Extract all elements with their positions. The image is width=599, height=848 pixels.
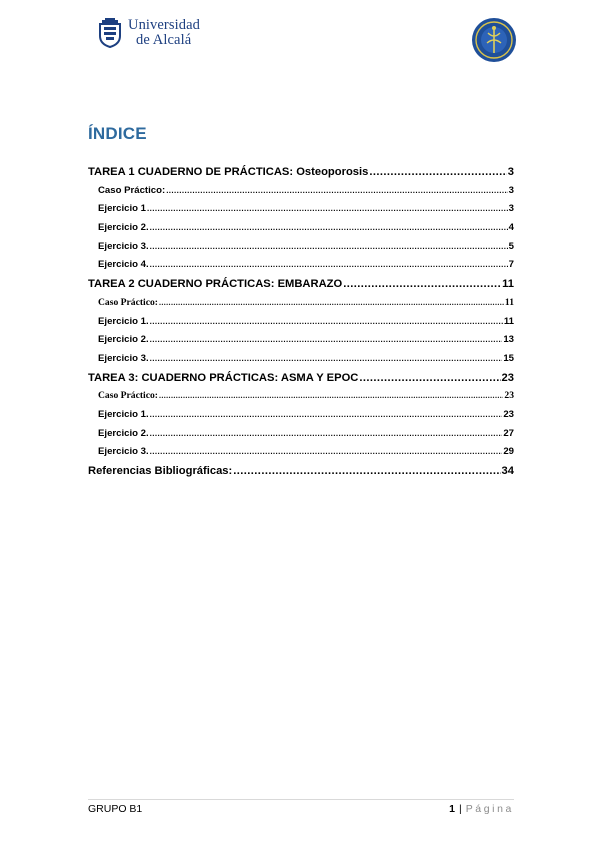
page-footer (88, 799, 514, 815)
toc-entry-page: 23 (501, 371, 514, 384)
toc-entry-page: 4 (508, 222, 514, 234)
toc-entry-label: Ejercicio 1. (98, 408, 149, 420)
toc-entry-page: 11 (502, 278, 514, 291)
toc-entry-page: 3 (508, 184, 514, 196)
toc-entry-page: 23 (504, 390, 514, 402)
toc-section-entry[interactable] (88, 372, 514, 391)
footer-page-number: 1 (449, 803, 455, 815)
table-of-contents (88, 166, 514, 484)
toc-entry-page: 13 (503, 334, 514, 346)
footer-group-label: GRUPO B1 (88, 803, 143, 815)
toc-entry-label: TAREA 1 CUADERNO DE PRÁCTICAS: Osteoporosis (88, 166, 369, 178)
toc-entry-label: Ejercicio 1. (98, 315, 149, 327)
toc-subsection-entry[interactable] (88, 222, 514, 241)
toc-entry-label: Caso Práctico: (98, 184, 166, 196)
toc-dot-leader (150, 260, 508, 269)
toc-subsection-entry[interactable] (88, 185, 514, 204)
toc-dot-leader (150, 223, 508, 232)
toc-dot-leader (166, 186, 507, 195)
toc-dot-leader (147, 204, 508, 213)
toc-subsection-entry[interactable] (88, 353, 514, 372)
toc-entry-label: Ejercicio 2. (98, 334, 149, 346)
toc-dot-leader (369, 166, 506, 178)
toc-subsection-entry[interactable] (88, 428, 514, 447)
toc-dot-leader (233, 465, 500, 477)
footer-page-indicator (449, 803, 514, 815)
toc-entry-label: Ejercicio 2. (98, 427, 149, 439)
toc-dot-leader (150, 317, 503, 326)
toc-entry-page: 15 (503, 352, 514, 364)
toc-dot-leader (343, 278, 501, 290)
toc-dot-leader (159, 298, 504, 307)
toc-entry-page: 27 (503, 427, 514, 439)
toc-dot-leader (150, 410, 503, 419)
university-logo (97, 18, 200, 48)
toc-entry-page: 34 (501, 465, 514, 477)
university-line1: Universidad (128, 17, 200, 33)
toc-subsection-entry[interactable] (88, 409, 514, 428)
footer-separator: | (458, 803, 462, 815)
toc-entry-page: 11 (503, 315, 514, 327)
toc-dot-leader (150, 242, 508, 251)
toc-entry-page: 29 (503, 446, 514, 458)
toc-entry-page: 5 (508, 240, 514, 252)
toc-entry-label: Referencias Bibliográficas: (88, 465, 233, 477)
toc-entry-label: Ejercicio 3. (98, 352, 149, 364)
toc-subsection-entry[interactable] (88, 241, 514, 260)
footer-page-label: Página (465, 803, 514, 815)
toc-section-entry[interactable] (88, 465, 514, 484)
toc-entry-label: Caso Práctico: (98, 296, 158, 308)
toc-dot-leader (150, 429, 503, 438)
toc-subsection-entry[interactable] (88, 334, 514, 353)
toc-entry-page: 3 (508, 203, 514, 215)
toc-entry-label: Ejercicio 3. (98, 446, 149, 458)
toc-dot-leader (159, 391, 503, 400)
toc-dot-leader (150, 447, 503, 456)
toc-entry-label: TAREA 3: CUADERNO PRÁCTICAS: ASMA Y EPOC (88, 371, 359, 384)
toc-dot-leader (150, 335, 503, 344)
toc-entry-label: Ejercicio 1 (98, 203, 146, 215)
university-wordmark (128, 18, 200, 48)
toc-subsection-entry[interactable] (88, 203, 514, 222)
toc-entry-label: TAREA 2 CUADERNO PRÁCTICAS: EMBARAZO (88, 278, 343, 291)
toc-dot-leader (150, 354, 503, 363)
toc-dot-leader (359, 372, 500, 384)
toc-entry-label: Ejercicio 3. (98, 240, 149, 252)
university-line2: de Alcalá (136, 32, 192, 48)
toc-section-entry[interactable] (88, 278, 514, 297)
toc-entry-label: Ejercicio 2. (98, 222, 149, 234)
toc-entry-page: 3 (507, 166, 514, 178)
faculty-seal-icon (471, 17, 517, 63)
toc-subsection-entry[interactable] (88, 316, 514, 335)
page-title: ÍNDICE (88, 124, 147, 143)
toc-subsection-entry[interactable] (88, 390, 514, 409)
toc-entry-label: Caso Práctico: (98, 390, 158, 402)
toc-subsection-entry[interactable] (88, 297, 514, 316)
toc-entry-page: 11 (504, 296, 514, 308)
toc-entry-page: 23 (503, 408, 514, 420)
toc-entry-page: 7 (508, 259, 514, 271)
university-crest-icon (97, 18, 123, 48)
toc-section-entry[interactable] (88, 166, 514, 185)
toc-entry-label: Ejercicio 4. (98, 259, 149, 271)
toc-subsection-entry[interactable] (88, 446, 514, 465)
toc-subsection-entry[interactable] (88, 259, 514, 278)
